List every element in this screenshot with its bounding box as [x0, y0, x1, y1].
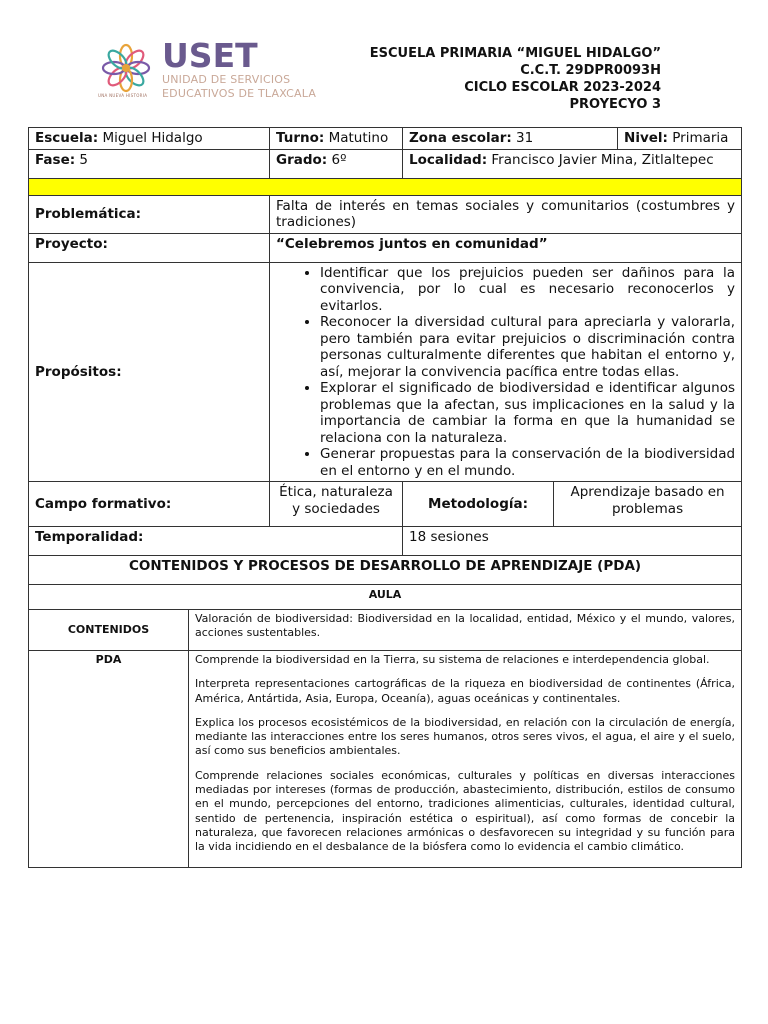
zona-value: 31 — [511, 130, 534, 146]
campo-value: Ética, naturaleza y sociedades — [270, 482, 403, 527]
localidad-cell — [403, 149, 742, 178]
planning-table — [28, 127, 742, 868]
uset-logo — [98, 36, 318, 104]
temporalidad-row — [29, 527, 742, 556]
proposito-item: • Generar propuestas para la conservación de la biodiversidad en el entorno y en el mundo. — [320, 446, 735, 479]
zona-cell — [403, 128, 618, 150]
temporalidad-value: 18 sesiones — [403, 527, 742, 556]
contenidos-heading: CONTENIDOS Y PROCESOS DE DESARROLLO DE APRENDIZAJE (PDA) — [29, 556, 742, 585]
info-row-2 — [29, 149, 742, 178]
nivel-value: Primaria — [667, 130, 729, 146]
grado-value: 6º — [327, 151, 347, 168]
localidad-value: Francisco Javier Mina, Zitlaltepec — [487, 151, 714, 168]
problematica-value: Falta de interés en temas sociales y comunitarios (costumbres y tradiciones) — [270, 195, 742, 233]
fase-label: Fase: — [35, 151, 76, 168]
logo-tagline: UNA NUEVA HISTORIA — [98, 93, 148, 98]
propositos-list — [276, 265, 735, 480]
aula-row — [29, 585, 742, 610]
propositos-label: Propósitos: — [29, 262, 270, 482]
nivel-cell — [618, 128, 742, 150]
escuela-label: Escuela: — [35, 130, 99, 146]
zona-label: Zona escolar: — [409, 130, 512, 146]
proyecto-label: Proyecto: — [29, 233, 270, 262]
fase-value: 5 — [75, 151, 89, 168]
proposito-item: • Reconocer la diversidad cultural para apreciarla y valorarla, pero también para evitar prejuicios o discriminación contra personas culturalmente diferentes que habitan el entorno y, así, mejorar la convivencia pacífica entre todas ellas. — [320, 314, 735, 380]
campo-row — [29, 482, 742, 527]
proyecto-value: “Celebremos juntos en comunidad” — [270, 233, 742, 262]
contenidos-heading-row — [29, 556, 742, 585]
turno-label: Turno: — [276, 130, 325, 146]
contenidos-label: CONTENIDOS — [29, 610, 189, 651]
school-cct: C.C.T. 29DPR0093H — [520, 63, 661, 78]
propositos-cell — [270, 262, 742, 482]
logo-title: USET — [162, 36, 258, 75]
contenidos-value: Valoración de biodiversidad: Biodiversidad en la localidad, entidad, México y el mundo, valores, acciones sustentables. — [189, 610, 742, 651]
highlight-row — [29, 178, 742, 195]
school-header — [370, 45, 661, 113]
metodologia-label: Metodología: — [403, 482, 554, 527]
aula-heading: AULA — [29, 585, 742, 610]
logo-line-2: EDUCATIVOS DE TLAXCALA — [162, 87, 317, 100]
school-cycle: CICLO ESCOLAR 2023-2024 — [464, 80, 661, 95]
turno-value: Matutino — [324, 130, 389, 146]
pda-item: Comprende relaciones sociales económicas, culturales y políticas en diversas interacciones mediadas por intereses (formas de producción, abastecimiento, distribución, estilos de consumo en el mundo, percepciones del entorno, tradiciones alimenticias, culturales, identidad cultural, sentido de pertenencia, inspiración estética o espiritual), así como formas de concebir la naturaleza, que favorecen relaciones armónicas o desfavorecen su integridad y su función para la vida incidiendo en el desbalance de la biósfera como lo evidencia el cambio climático. — [195, 768, 736, 854]
escuela-value: Miguel Hidalgo — [98, 130, 203, 146]
yellow-divider — [29, 178, 742, 195]
localidad-label: Localidad: — [409, 151, 488, 168]
problematica-row — [29, 195, 742, 233]
logo-line-1: UNIDAD DE SERVICIOS — [162, 73, 291, 86]
pda-item: Explica los procesos ecosistémicos de la biodiversidad, en relación con la circulación de energía, mediante las interacciones entre los seres humanos, otros seres vivos, el agua, el aire y el suelo, así como sus beneficios ambientales. — [195, 715, 736, 758]
metodologia-value: Aprendizaje basado en problemas — [554, 482, 742, 527]
problematica-label: Problemática: — [29, 195, 270, 233]
grado-cell — [270, 149, 403, 178]
info-row-1 — [29, 128, 742, 150]
proyecto-row — [29, 233, 742, 262]
temporalidad-label: Temporalidad: — [29, 527, 403, 556]
pda-row — [29, 651, 742, 868]
proposito-item: • Explorar el significado de biodiversidad e identificar algunos problemas que la afectan, sus implicaciones en la salud y la importancia de cambiar la forma en que la humanidad se relaciona con la naturaleza. — [320, 380, 735, 446]
grado-label: Grado: — [276, 151, 328, 168]
fase-cell — [29, 149, 270, 178]
escuela-cell — [29, 128, 270, 150]
pda-label: PDA — [29, 651, 189, 868]
propositos-row — [29, 262, 742, 482]
page-header — [0, 0, 768, 120]
nivel-label: Nivel: — [624, 130, 668, 146]
project-number: PROYECYO 3 — [569, 97, 661, 112]
contenidos-row — [29, 610, 742, 651]
campo-label: Campo formativo: — [29, 482, 270, 527]
proposito-item: • Identificar que los prejuicios pueden ser dañinos para la convivencia, por lo cual es necesario reconocerlos y evitarlos. — [320, 265, 735, 315]
school-name: ESCUELA PRIMARIA “MIGUEL HIDALGO” — [369, 46, 661, 61]
turno-cell — [270, 128, 403, 150]
pda-item: Comprende la biodiversidad en la Tierra, su sistema de relaciones e interdependencia global. — [195, 653, 710, 666]
pda-item: Interpreta representaciones cartográficas de la riqueza en biodiversidad de continentes (África, América, Antártida, Asia, Europa, Oceanía), aguas oceánicas y continentales. — [195, 677, 736, 705]
pda-cell — [189, 651, 742, 868]
